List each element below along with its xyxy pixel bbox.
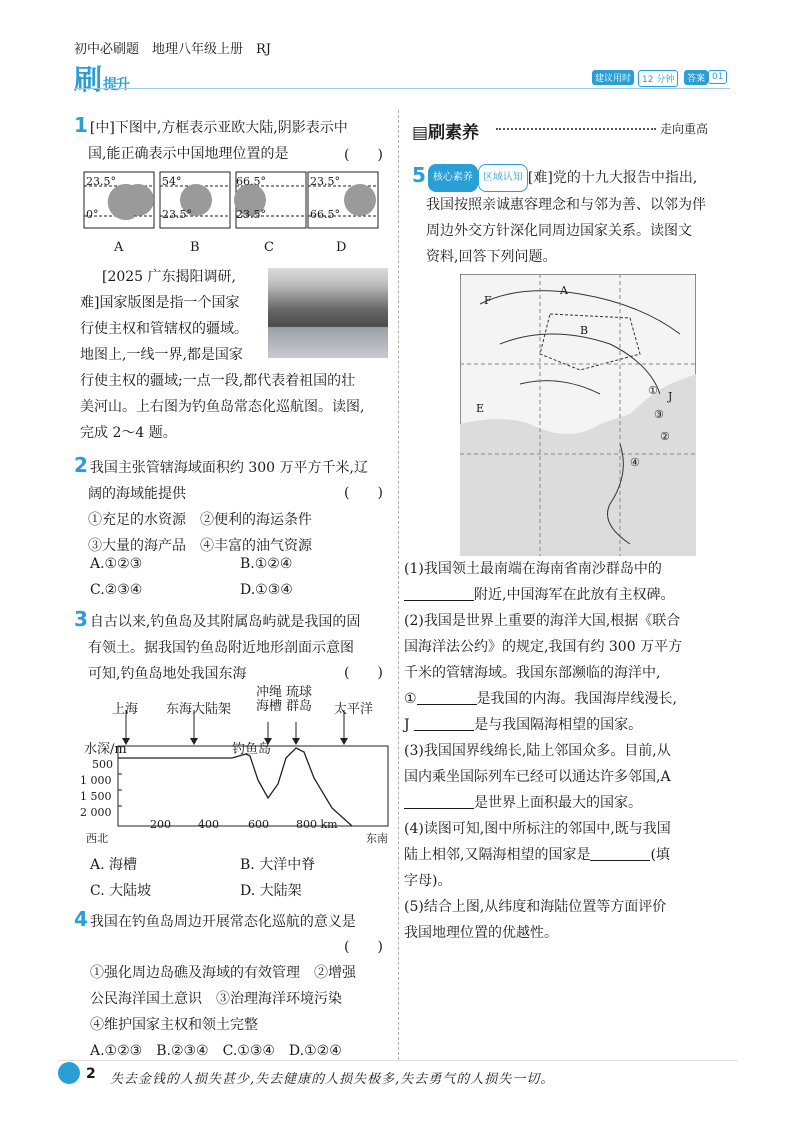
x-tick: 800 km <box>296 818 338 831</box>
x-tick: 600 <box>248 818 269 831</box>
question-number: 4 <box>74 907 88 931</box>
question-text: [中]下图中,方框表示亚欧大陆,阴影表示中 <box>89 120 348 136</box>
fig-b-label: B <box>190 240 200 255</box>
map-letter: E <box>476 402 485 415</box>
option-c[interactable]: C.②③④ <box>90 582 143 598</box>
question-number: 2 <box>74 453 88 477</box>
answer-paren: ( ) <box>344 147 383 163</box>
fig-a-top: 23.5° <box>86 175 116 188</box>
question-4: 4 我国在钓鱼岛周边开展常态化巡航的意义是 <box>74 907 356 931</box>
fig-d-label: D <box>336 240 347 255</box>
section-title: ▤刷素养 <box>412 123 480 143</box>
label-southeast: 东南 <box>366 832 388 845</box>
option-a[interactable]: A. 海槽 <box>90 857 138 873</box>
map-letter: B <box>580 324 589 337</box>
area-badge: 区域认知 <box>478 164 528 192</box>
option-d[interactable]: D.①③④ <box>240 582 293 598</box>
fig-c-label: C <box>264 240 274 255</box>
y-axis-label: 水深/m <box>84 742 127 757</box>
answer-label: 答案 <box>684 70 708 85</box>
fig-b-top: 54° <box>162 175 182 188</box>
time-label: 建议用时 <box>592 70 634 85</box>
q5-subquestions: (1)我国领土最南端在海南省南沙群岛中的 附近,中国海军在此放有主权碑。 (2)我国是世界上重要的海洋大国,根据《联合 国海洋法公约》的规定,我国有约 300 万平方 千米的管辖海域。我国东部濒临的海洋中, ① 是我国的内海。我国海岸线漫长, J 是与我国隔海相望的国家。 (3)我国国界线绵长,陆上邻国众多。目前,从 国内乘坐国际列车已经可以通达许多邻国,A 是世界上面积最大的国家。 (4)读图可知,图中所标注的邻国中,既与我国 陆上相邻,又隔海相望的国家是 (填 字母)。 (5)结合上图,从纬度和海陆位置等方面评价 我国地理位置的优越性。 <box>404 561 683 941</box>
footer-quote: 失去金钱的人损失甚少,失去健康的人损失极多,失去勇气的人损失一切。 <box>110 1072 555 1087</box>
section-dots <box>496 128 656 130</box>
answer-blank[interactable] <box>404 794 474 809</box>
footer-divider <box>58 1060 738 1061</box>
label-diaoyu: 钓鱼岛 <box>232 742 272 757</box>
y-tick: 2 000 <box>80 806 112 819</box>
diaoyu-patrol-photo <box>268 268 388 358</box>
header-divider <box>74 88 730 89</box>
map-letter: ② <box>660 430 670 443</box>
book-title: 初中必刷题 地理八年级上册 RJ <box>74 42 271 57</box>
fig-a-label: A <box>114 240 124 255</box>
label-shelf: 东海大陆架 <box>166 702 232 717</box>
question-5: 5 核心素养 区域认知 [难]党的十九大报告中指出, 我国按照亲诚惠容理念和与邻为善、以邻为伴 周边外交方针深化同周边国家关系。读图文 资料,回答下列问题。 <box>412 163 706 265</box>
label-trough: 冲绳 海槽 <box>256 685 283 714</box>
answer-blank[interactable] <box>590 846 650 861</box>
mascot-icon <box>58 1062 80 1084</box>
fig-a-bottom: 0° <box>86 208 99 221</box>
option-c[interactable]: C. 大陆坡 <box>90 883 152 899</box>
answer-blank[interactable] <box>414 716 474 731</box>
answer-blank[interactable] <box>417 690 477 705</box>
question-number: 1 <box>74 113 88 137</box>
x-tick: 400 <box>198 818 219 831</box>
label-ryukyu: 琉球 群岛 <box>286 685 313 714</box>
label-pacific: 太平洋 <box>334 702 374 717</box>
question-text: 国,能正确表示中国地理位置的是 <box>88 146 289 162</box>
section-right-label: 走向重高 <box>660 122 709 136</box>
page-number: 2 <box>86 1066 96 1082</box>
answer-blank[interactable] <box>404 586 474 601</box>
answer-page: 01 <box>708 70 727 84</box>
fig-d-top: 23.5° <box>310 175 340 188</box>
label-shanghai: 上海 <box>112 702 139 717</box>
y-tick: 500 <box>92 758 113 771</box>
y-tick: 1 500 <box>80 790 112 803</box>
fig-c-bottom: 23.5° <box>236 208 266 221</box>
time-value: 12 分钟 <box>638 70 678 87</box>
question-number: 3 <box>74 607 88 631</box>
option-b[interactable]: B.①②④ <box>240 556 293 572</box>
question-3: 3 自古以来,钓鱼岛及其附属岛屿就是我国的固 有领土。据我国钓鱼岛附近地形剖面示意图 可知,钓鱼岛地处我国东海 <box>74 607 361 682</box>
fig-d-bottom: 66.5° <box>310 208 340 221</box>
x-tick: 200 <box>150 818 171 831</box>
map-letter: F <box>484 294 492 307</box>
q4-items: ①强化周边岛礁及海域的有效管理 ②增强 公民海洋国土意识 ③治理海洋环境污染 ④维护国家主权和领土完整 A.①②③ B.②③④ C.①③④ D.①②④ <box>90 965 356 1059</box>
passage: [2025 广东揭阳调研, 难]国家版图是指一个国家 行使主权和管辖权的疆域。 地图上,一线一界,都是国家 行使主权的疆域;一点一段,都代表着祖国的壮 美河山。上右图为钓鱼岛常态化巡航图。读图, 完成 2～4 题。 <box>80 269 365 441</box>
map-letter: ③ <box>654 408 664 421</box>
fig-b-bottom: 23.5° <box>162 208 192 221</box>
core-badge: 核心素养 <box>428 164 478 192</box>
brand-logo: 刷提升 <box>74 63 130 96</box>
label-northwest: 西北 <box>86 832 108 845</box>
map-letter: ① <box>648 384 658 397</box>
fig-c-top: 66.5° <box>236 175 266 188</box>
column-divider <box>398 110 399 1060</box>
option-b[interactable]: B. 大洋中脊 <box>240 857 316 873</box>
y-tick: 1 000 <box>80 774 112 787</box>
answer-paren: ( ) <box>344 665 383 681</box>
option-a[interactable]: A.①②③ <box>90 556 143 572</box>
question-2: 2 我国主张管辖海域面积约 300 万平方千米,辽 阔的海域能提供 ①充足的水资源 ②便利的海运条件 ③大量的海产品 ④丰富的油气资源 <box>74 453 368 554</box>
answer-paren: ( ) <box>344 939 383 955</box>
map-letter: ④ <box>630 456 640 469</box>
map-letter: A <box>560 284 568 297</box>
option-d[interactable]: D. 大陆架 <box>240 883 302 899</box>
answer-paren: ( ) <box>344 485 383 501</box>
question-number: 5 <box>412 163 426 187</box>
map-letter: J <box>668 390 673 403</box>
